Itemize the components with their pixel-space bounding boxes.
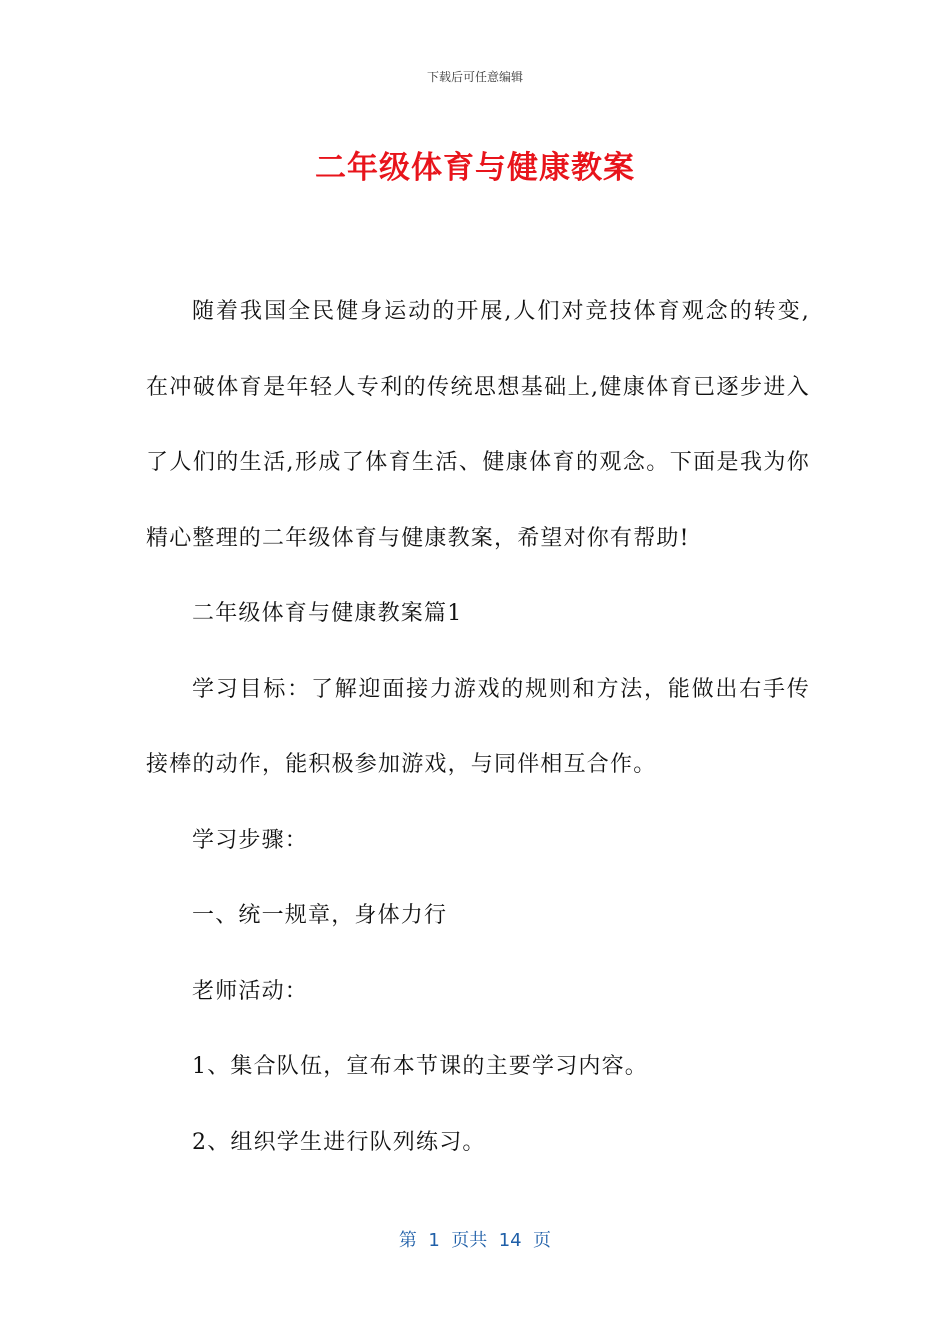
teacher-activity-label: 老师活动： [192, 978, 309, 1004]
header-note: 下载后可任意编辑 [426, 70, 523, 84]
step-one-heading: 一、统一规章，身体力行 [192, 903, 448, 928]
intro-paragraph: 随着我国全民健身运动的开展,人们对竞技体育观念的转变,在冲破体育是年轻人专利的传统思想基础上,健康体育已逐步进入了人们的生活,形成了体育生活、健康体育的观念。下面是我为你精心整理的二年级体育与健康教案，希望对你有帮助! [146, 299, 810, 551]
section-heading: 二年级体育与健康教案篇1 [192, 601, 463, 626]
learning-goals-paragraph: 学习目标：了解迎面接力游戏的规则和方法，能做出右手传接棒的动作，能积极参加游戏，与同伴相互合作。 [146, 676, 810, 777]
activity-item-1: 1、集合队伍，宣布本节课的主要学习内容。 [192, 1054, 648, 1079]
learning-steps-label: 学习步骤： [192, 827, 309, 853]
document-body [146, 274, 810, 1180]
page-number-footer: 第 1 页共 14 页 [398, 1230, 552, 1251]
activity-item-2: 2、组织学生进行队列练习。 [192, 1129, 486, 1155]
document-title: 二年级体育与健康教案 [315, 150, 635, 186]
